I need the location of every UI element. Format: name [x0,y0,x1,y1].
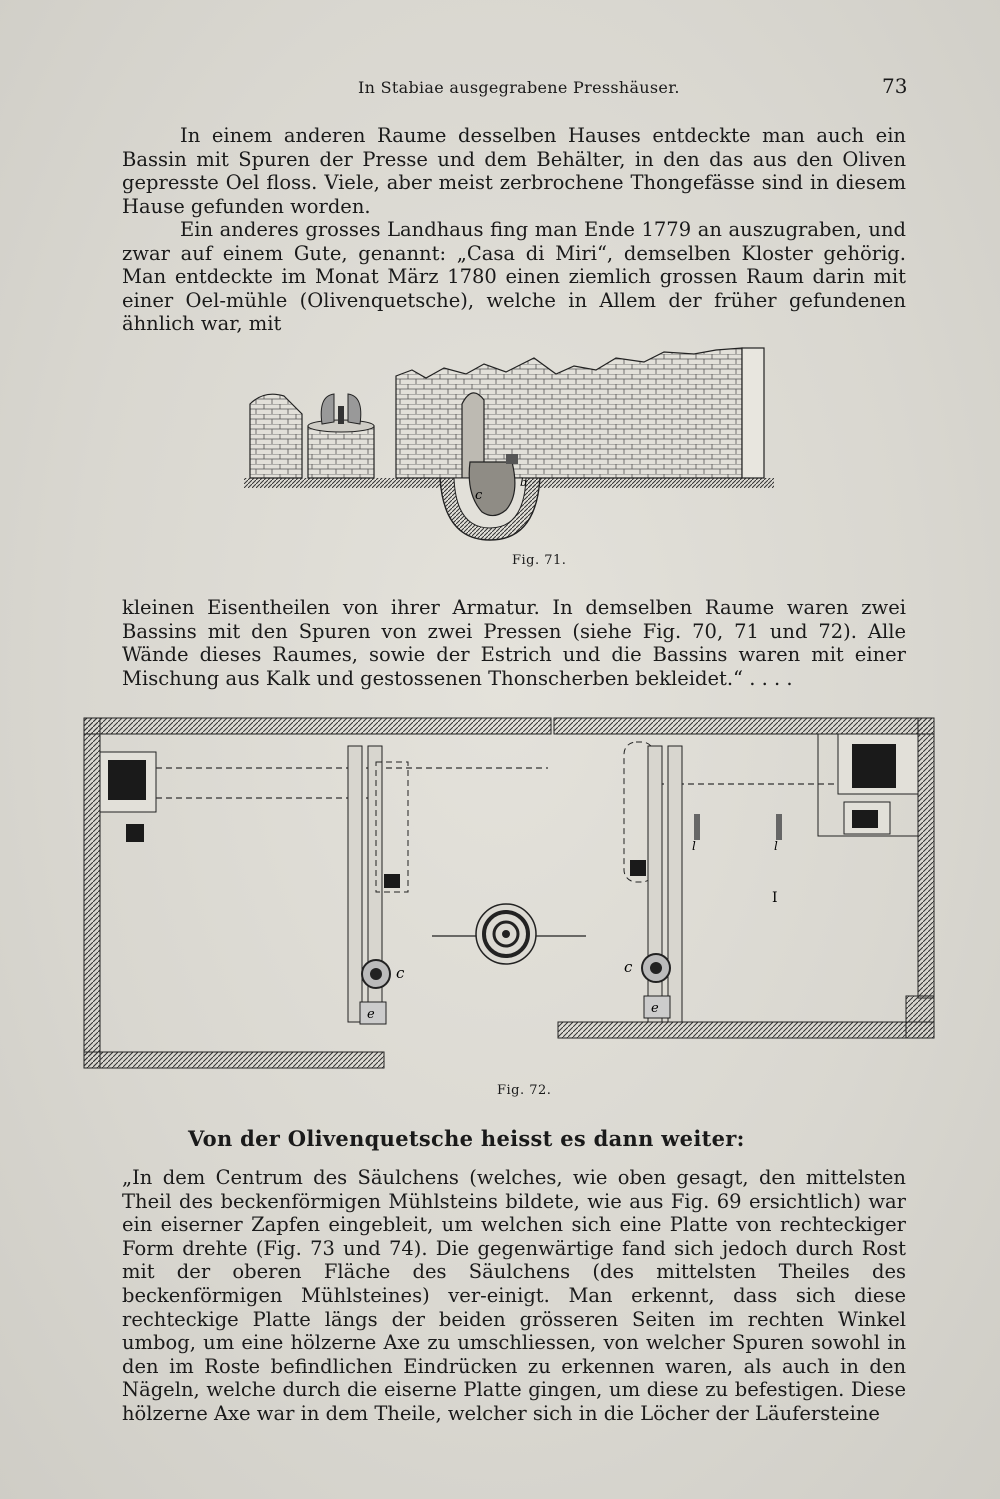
fig71-left-wall [250,394,302,478]
fig72-label-l-left: l [692,839,696,853]
header-title: In Stabiae ausgegrabene Presshäuser. [358,78,680,97]
figure-72-drawing [78,712,940,1082]
fig72-label-e-left: e [367,1007,375,1022]
fig72-wall-top-right [554,718,934,734]
fig72-wall-right [918,718,934,998]
page-number: 73 [882,74,908,98]
paragraph-3: kleinen Eisentheilen von ihrer Armatur. In demselben Raume waren zwei Bassins mit den Spuren von zwei Pressen (siehe Fig. 70, 71 und 72). Alle Wände dieses Raumes, sowie der Estrich und die Bassins waren mit einer Mischung aus Kalk und gestossenen Thonscherben bekleidet.“ . . . . [122,596,906,690]
fig72-wall-bottom-left [84,1052,384,1068]
fig71-right-pier [742,348,764,478]
figure-71-drawing [244,344,774,549]
section-subheading: Von der Olivenquetsche heisst es dann weiter: [188,1126,745,1151]
fig71-brick-wall [396,348,742,478]
fig71-label-b: b [520,476,528,489]
fig72-wall-left [84,718,100,1068]
figure-71-caption: Fig. 71. [512,553,567,568]
fig72-label-e-right: e [651,1001,659,1016]
fig72-wall-bottom-right [558,1022,934,1038]
paragraph-1: In einem anderen Raume desselben Hauses entdeckte man auch ein Bassin mit Spuren der Presse und dem Behälter, in den das aus den Oliven gepresste Oel floss. Viele, aber meist zerbrochene Thongefässe sind in diesem Hause gefunden worden. [122,124,906,218]
fig72-wall-top-left [84,718,551,734]
fig72-label-c-right: c [624,958,633,976]
fig71-label-c: c [475,488,483,503]
paragraph-2: Ein anderes grosses Landhaus fing man Ende 1779 an auszugraben, und zwar auf einem Gute, genannt: „Casa di Miri“, demselben Kloster gehörig. Man entdeckte im Monat März 1780 einen ziemlich grossen Raum darin mit einer Oel-mühle (Olivenquetsche), welche in Allem der früher gefundenen ähnlich war, mit [122,218,906,336]
figure-72-caption: Fig. 72. [497,1083,552,1098]
running-header [0,74,1000,98]
paragraph-4: „In dem Centrum des Säulchens (welches, wie oben gesagt, den mittelsten Theil des beckenförmigen Mühlsteins bildete, wie aus Fig. 69 ersichtlich) war ein eiserner Zapfen eingebleit, um welchen sich eine Platte von rechteckiger Form drehte (Fig. 73 und 74). Die gegenwärtige fand sich jedoch durch Rost mit der oberen Fläche des Säulchens (des mittelsten Theiles des beckenförmigen Mühlsteines) ver-einigt. Man erkennt, dass sich diese rechteckige Platte längs der beiden grösseren Seiten im rechten Winkel umbog, um eine hölzerne Axe zu umschliessen, von welcher Spuren sowohl in den im Roste befindlichen Eindrücken zu erkennen waren, als auch in den Nägeln, welche durch die eiserne Platte gingen, um diese zu befestigen. Diese hölzerne Axe war in dem Theile, welcher sich in die Löcher der Läufersteine [122,1166,906,1425]
fig71-mill-basin [308,426,374,478]
fig72-label-I: I [772,890,778,906]
fig72-label-c-left: c [396,964,405,982]
fig72-label-l-right: l [774,839,778,853]
